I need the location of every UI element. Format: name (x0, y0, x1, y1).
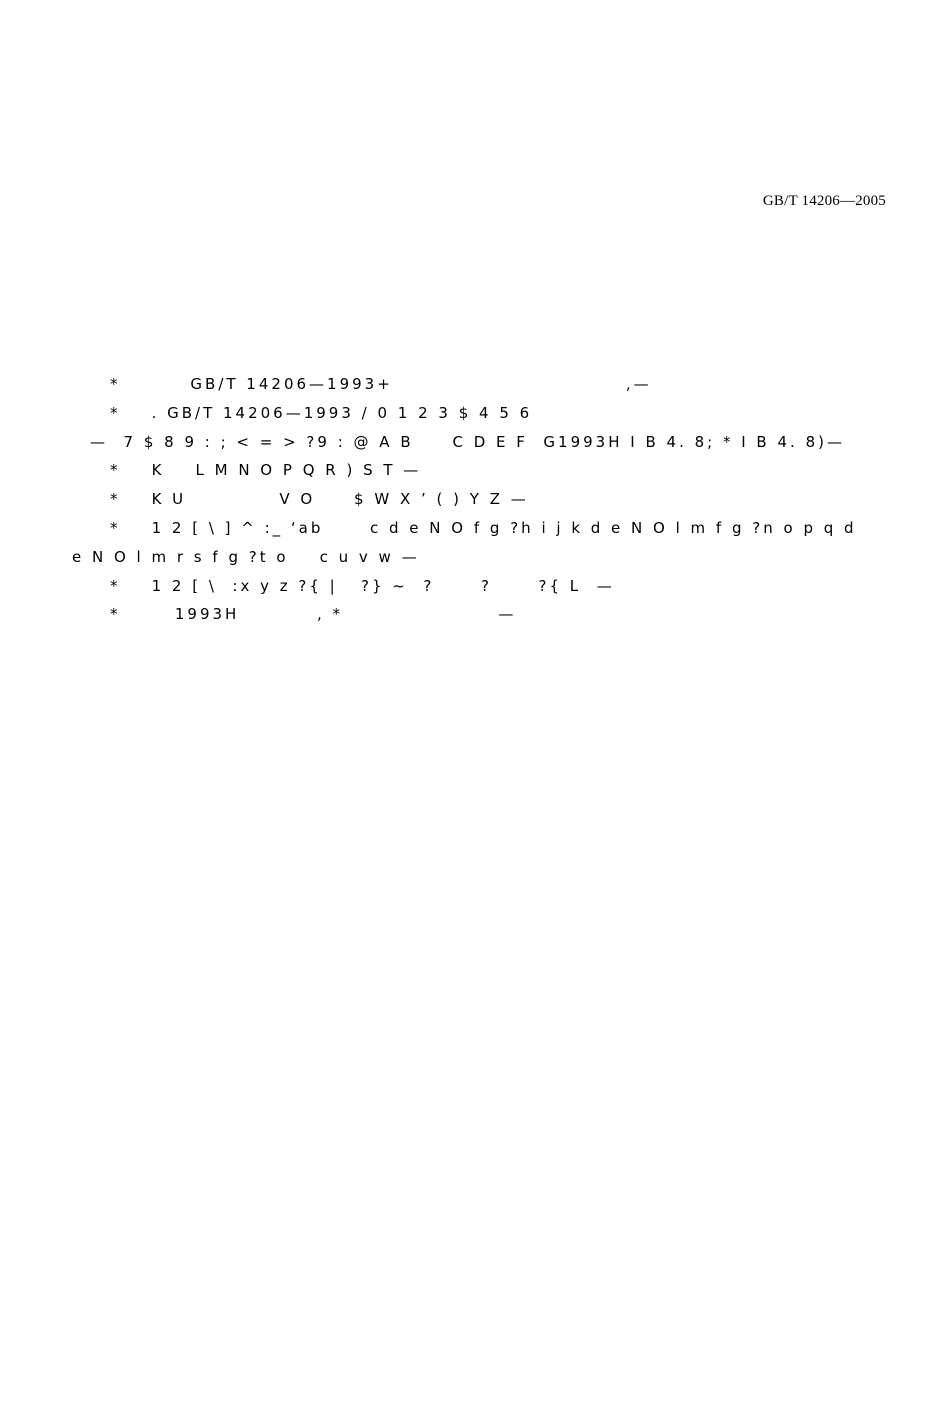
text-line-3: — 7 $ 8 9 : ; < = > ?9 : @ A B C D E F G1993H I B 4. 8; * I B 4. 8)— (90, 432, 845, 451)
text-line-9: * 1993H , * — (110, 605, 517, 624)
text-line-7: e N O l m r s f g ?t o c u v w — (72, 547, 420, 566)
standard-number-header: GB/T 14206—2005 (762, 193, 886, 209)
text-line-1: * GB/T 14206—1993+ ,— (110, 375, 652, 393)
text-line-8: * 1 2 [ \ :x y z ?{ | ?} ~ ? ? ?{ L — (110, 576, 615, 595)
text-line-4: * K L M N O P Q R ) S T — (110, 461, 422, 480)
text-line-6: * 1 2 [ \ ] ^ :_ ‘ab c d e N O f g ?h i j k d e N O l m f g ?n o p q d (110, 518, 857, 537)
text-line-5: * K U V O $ W X ’ ( ) Y Z — (110, 490, 529, 509)
text-line-2: * . GB/T 14206—1993 / 0 1 2 3 $ 4 5 6 (110, 403, 533, 422)
body-text (0, 370, 950, 629)
